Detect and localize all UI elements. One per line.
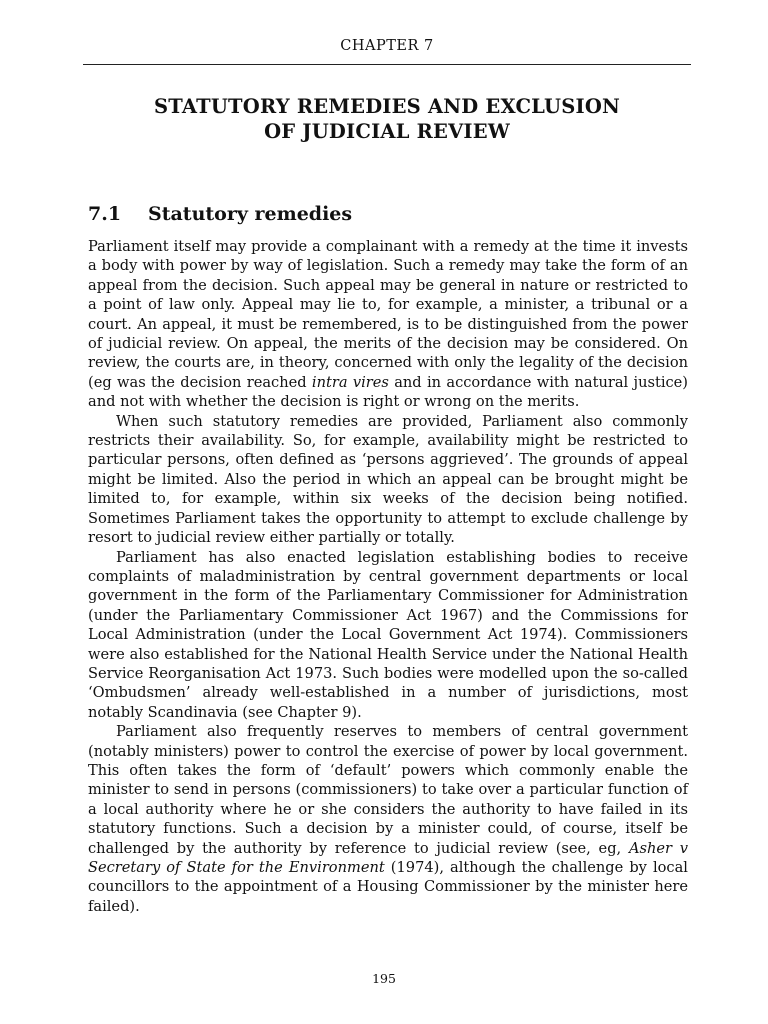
chapter-title (83, 94, 691, 144)
page-number: 195 (372, 971, 396, 986)
section-number: 7.1 (88, 203, 122, 225)
chapter-title-line-1: STATUTORY REMEDIES AND EXCLUSION (153, 95, 621, 118)
paragraph: Parliament has also enacted legislation establishing bodies to receive complaints of maladministration by central government departments or local government in the form of the Parliamentary Commissioner for Administration (under the Parliamentary Commissioner Act 1967) and the Commissions for Local Administration (under the Local Government Act 1974). Commissioners were also established for the National Health Service under the National Health Service Reorganisation Act 1973. Such bodies were modelled upon the so-called ‘Ombudsmen’ already well-established in a number of jurisdictions, most notably Scandinavia (see Chapter 9). (88, 548, 688, 721)
paragraph (88, 722, 688, 916)
header-rule (83, 64, 691, 65)
paragraph-text: Parliament also frequently reserves to members of central government (notably ministers) power to control the exercise of power by local government. This often takes the form of ‘default’ powers which commonly enable the minister to send in persons (commissioners) to take over a particular function of a local authority where he or she considers the authority to have failed in its statutory functions. Such a decision by a minister could, of course, itself be challenged by the authority by reference to judicial review (see, eg, (88, 723, 688, 857)
latin-term: intra vires (311, 373, 389, 391)
paragraph: When such statutory remedies are provided, Parliament also commonly restricts their availability. So, for example, availability might be restricted to particular persons, often defined as ‘persons aggrieved’. The grounds of appeal might be limited. Also the period in which an appeal can be brought might be limited to, for example, within six weeks of the decision being notified. Sometimes Parliament takes the opportunity to attempt to exclude challenge by resort to judicial review either partially or totally. (88, 412, 688, 547)
paragraph-text: and in accordance with natural justice) and not with whether the decision is right or wrong on the merits. (88, 373, 688, 411)
section-heading (88, 203, 352, 225)
case-citation: Asher v Secretary of State for the Environment (88, 839, 688, 876)
paragraph-text: (1974), although the challenge by local councillors to the appointment of a Housing Commissioner by the minister here failed). (88, 859, 688, 915)
running-head: CHAPTER 7 (340, 38, 434, 54)
chapter-title-line-2: OF JUDICIAL REVIEW (264, 120, 510, 143)
paragraph-text: Parliament itself may provide a complainant with a remedy at the time it invests a body with power by way of legislation. Such a remedy may take the form of an appeal from the decision. Such appeal may be general in nature or restricted to a point of law only. Appeal may lie to, for example, a minister, a tribunal or a court. An appeal, it must be remembered, is to be distinguished from the power of judicial review. On appeal, the merits of the decision may be considered. On review, the courts are, in theory, concerned with only the legality of the decision (eg was the decision reached (88, 238, 688, 391)
body-text (88, 237, 688, 916)
paragraph (88, 237, 688, 412)
section-title: Statutory remedies (148, 203, 353, 225)
